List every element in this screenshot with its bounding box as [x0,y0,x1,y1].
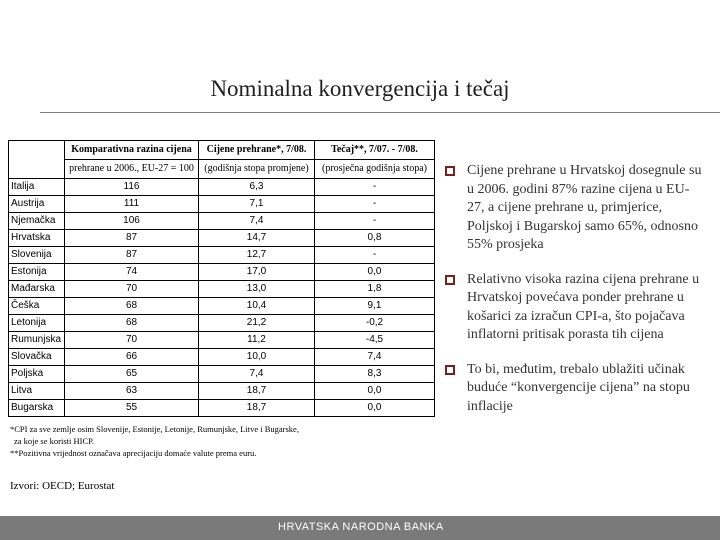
cell-country: Italija [9,179,65,196]
cell-food-price-change: 18,7 [199,383,315,400]
cell-food-price-change: 11,2 [199,332,315,349]
cell-price-level: 116 [65,179,199,196]
table-row [9,213,435,230]
price-comparison-table [8,140,435,417]
table-row [9,298,435,315]
footnote-cpi-continued: za koje se koristi HICP. [14,436,95,446]
cell-food-price-change: 10,4 [199,298,315,315]
header-exchange-rate: Tečaj**, 7/07. - 7/08. [315,141,435,160]
footnote-exchange: **Pozitivna vrijednost označava aprecijaciju domaće valute prema euru. [10,448,257,458]
cell-price-level: 55 [65,400,199,417]
bullet-text: To bi, međutim, trebalo ublažiti učinak buduće “konvergencije cijena” na stopu inflacije [467,361,690,414]
table-row [9,383,435,400]
cell-country: Letonija [9,315,65,332]
cell-price-level: 66 [65,349,199,366]
cell-country: Bugarska [9,400,65,417]
cell-exchange-rate-change: -4,5 [315,332,435,349]
table-row [9,349,435,366]
cell-price-level: 68 [65,298,199,315]
cell-price-level: 106 [65,213,199,230]
subheader-price-level: prehrane u 2006., EU-27 = 100 [65,160,199,179]
cell-exchange-rate-change: 7,4 [315,349,435,366]
cell-food-price-change: 14,7 [199,230,315,247]
cell-exchange-rate-change: - [315,196,435,213]
cell-country: Hrvatska [9,230,65,247]
cell-country: Njemačka [9,213,65,230]
table-body [9,179,435,417]
header-price-level: Komparativna razina cijena [65,141,199,160]
table-row [9,247,435,264]
cell-country: Rumunjska [9,332,65,349]
cell-price-level: 74 [65,264,199,281]
table-row [9,264,435,281]
table-row [9,315,435,332]
bullet-list [442,162,704,432]
table-row [9,366,435,383]
cell-country: Slovenija [9,247,65,264]
cell-country: Litva [9,383,65,400]
cell-exchange-rate-change: - [315,213,435,230]
cell-food-price-change: 18,7 [199,400,315,417]
cell-food-price-change: 13,0 [199,281,315,298]
cell-price-level: 68 [65,315,199,332]
bullet-item [442,162,704,255]
footer-brand: HRVATSKA NARODNA BANKA [278,521,444,533]
cell-price-level: 70 [65,281,199,298]
cell-country: Austrija [9,196,65,213]
cell-food-price-change: 12,7 [199,247,315,264]
slide-title: Nominalna konvergencija i tečaj [210,76,510,101]
cell-food-price-change: 10,0 [199,349,315,366]
cell-exchange-rate-change: 1,8 [315,281,435,298]
header-food-prices: Cijene prehrane*, 7/08. [199,141,315,160]
bullet-item [442,361,704,417]
square-bullet-icon [445,166,455,176]
table-footnotes [10,423,440,459]
cell-food-price-change: 21,2 [199,315,315,332]
subheader-food-prices: (godišnja stopa promjene) [199,160,315,179]
cell-exchange-rate-change: - [315,247,435,264]
square-bullet-icon [445,275,455,285]
cell-exchange-rate-change: 8,3 [315,366,435,383]
table-row [9,196,435,213]
source-note: Izvori: OECD; Eurostat [10,480,115,492]
cell-exchange-rate-change: - [315,179,435,196]
cell-price-level: 70 [65,332,199,349]
bullet-text: Relativno visoka razina cijena prehrane u Hrvatskoj povećava ponder prehrane u košarici za izračun CPI-a, što pojačava inflatorni pritisak porasta tih cijena [467,271,700,342]
bullet-item [442,271,704,345]
cell-exchange-rate-change: 9,1 [315,298,435,315]
cell-country: Češka [9,298,65,315]
table-row [9,179,435,196]
cell-price-level: 87 [65,230,199,247]
table-row [9,281,435,298]
cell-exchange-rate-change: 0,0 [315,400,435,417]
footer-bar [0,516,720,540]
cell-price-level: 65 [65,366,199,383]
table-row [9,230,435,247]
cell-country: Poljska [9,366,65,383]
footnote-cpi: *CPI za sve zemlje osim Slovenije, Estonije, Letonije, Rumunjske, Litve i Bugarske, [10,424,299,434]
bullet-text: Cijene prehrane u Hrvatskoj dosegnule su u 2006. godini 87% razine cijena u EU-27, a cijene prehrane u, primjerice, Poljskoj i Bugarskoj samo 65%, odnosno 55% prosjeka [467,163,702,252]
cell-price-level: 111 [65,196,199,213]
cell-exchange-rate-change: 0,0 [315,383,435,400]
table-row [9,332,435,349]
subheader-exchange-rate: (prosječna godišnja stopa) [315,160,435,179]
cell-country: Mađarska [9,281,65,298]
cell-price-level: 63 [65,383,199,400]
cell-exchange-rate-change: -0,2 [315,315,435,332]
cell-food-price-change: 17,0 [199,264,315,281]
price-table-container [8,140,434,417]
cell-exchange-rate-change: 0,0 [315,264,435,281]
cell-food-price-change: 7,4 [199,213,315,230]
cell-country: Estonija [9,264,65,281]
cell-food-price-change: 7,4 [199,366,315,383]
title-divider [40,112,720,113]
cell-exchange-rate-change: 0,8 [315,230,435,247]
table-row [9,400,435,417]
cell-price-level: 87 [65,247,199,264]
cell-food-price-change: 6,3 [199,179,315,196]
table-corner-cell [9,141,65,179]
square-bullet-icon [445,365,455,375]
cell-country: Slovačka [9,349,65,366]
cell-food-price-change: 7,1 [199,196,315,213]
